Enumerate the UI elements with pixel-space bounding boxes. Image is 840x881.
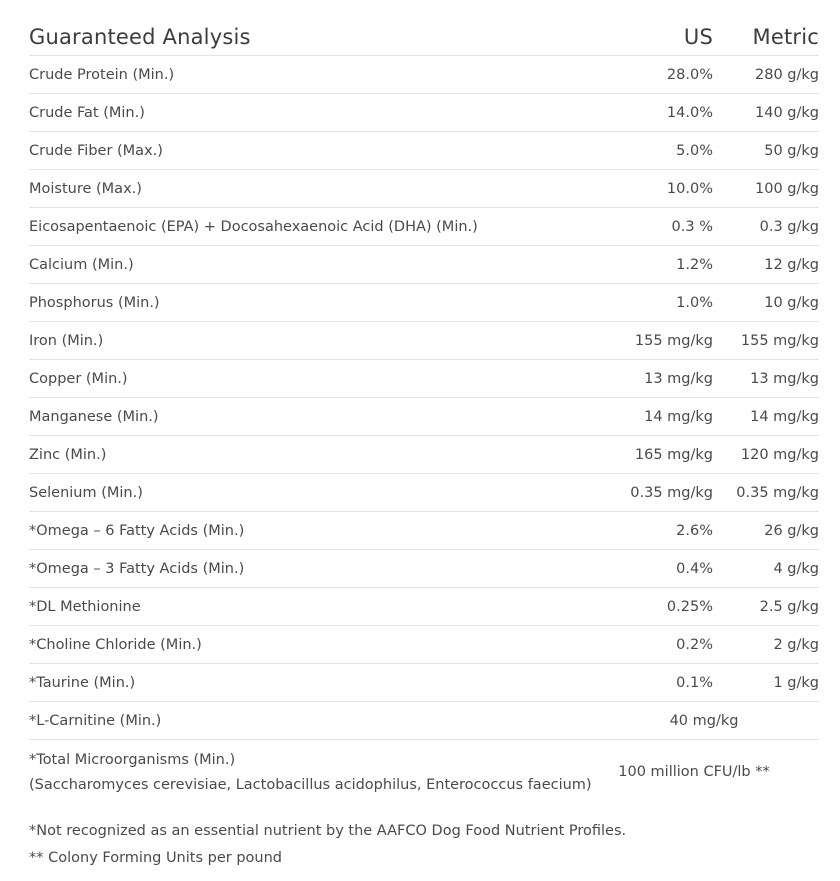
nutrient-name: Eicosapentaenoic (EPA) + Docosahexaenoic Acid (DHA) (Min.) xyxy=(29,208,589,246)
guaranteed-analysis-table xyxy=(29,18,819,804)
metric-value: 2 g/kg xyxy=(713,626,819,664)
nutrient-name: Zinc (Min.) xyxy=(29,436,589,474)
nutrient-value: 40 mg/kg xyxy=(589,702,819,740)
us-value: 13 mg/kg xyxy=(589,360,713,398)
us-value: 14 mg/kg xyxy=(589,398,713,436)
table-row xyxy=(29,56,819,94)
metric-value: 140 g/kg xyxy=(713,94,819,132)
table-row xyxy=(29,588,819,626)
metric-value: 120 mg/kg xyxy=(713,436,819,474)
table-row xyxy=(29,246,819,284)
table-body xyxy=(29,56,819,805)
metric-value: 13 mg/kg xyxy=(713,360,819,398)
metric-value: 26 g/kg xyxy=(713,512,819,550)
nutrient-name: Moisture (Max.) xyxy=(29,170,589,208)
nutrient-name: Selenium (Min.) xyxy=(29,474,589,512)
us-value: 165 mg/kg xyxy=(589,436,713,474)
table-row xyxy=(29,94,819,132)
table-row xyxy=(29,170,819,208)
table-row xyxy=(29,284,819,322)
table-row xyxy=(29,322,819,360)
nutrient-name: Crude Protein (Min.) xyxy=(29,56,589,94)
metric-value: 0.3 g/kg xyxy=(713,208,819,246)
nutrient-name: *Omega – 6 Fatty Acids (Min.) xyxy=(29,512,589,550)
us-value: 1.2% xyxy=(589,246,713,284)
table-row xyxy=(29,626,819,664)
us-value: 1.0% xyxy=(589,284,713,322)
us-value: 2.6% xyxy=(589,512,713,550)
table-row xyxy=(29,664,819,702)
nutrient-name: Phosphorus (Min.) xyxy=(29,284,589,322)
us-value: 14.0% xyxy=(589,94,713,132)
nutrient-name-main: *Total Microorganisms (Min.) xyxy=(29,751,236,768)
table-row xyxy=(29,360,819,398)
nutrient-name: *Taurine (Min.) xyxy=(29,664,589,702)
us-value: 0.3 % xyxy=(589,208,713,246)
us-value: 0.35 mg/kg xyxy=(589,474,713,512)
column-header-us: US xyxy=(589,18,713,56)
table-row xyxy=(29,436,819,474)
metric-value: 280 g/kg xyxy=(713,56,819,94)
nutrient-name: Manganese (Min.) xyxy=(29,398,589,436)
metric-value: 10 g/kg xyxy=(713,284,819,322)
table-row xyxy=(29,740,819,805)
nutrient-name: Calcium (Min.) xyxy=(29,246,589,284)
us-value: 0.2% xyxy=(589,626,713,664)
nutrient-name: *DL Methionine xyxy=(29,588,589,626)
nutrient-name: *Omega – 3 Fatty Acids (Min.) xyxy=(29,550,589,588)
footnote-cfu: ** Colony Forming Units per pound xyxy=(29,850,282,866)
footnotes xyxy=(29,818,626,872)
metric-value: 12 g/kg xyxy=(713,246,819,284)
us-value: 0.4% xyxy=(589,550,713,588)
nutrient-name-detail: (Saccharomyces cerevisiae, Lactobacillus acidophilus, Enterococcus faecium) xyxy=(29,776,592,793)
nutrient-name: *Choline Chloride (Min.) xyxy=(29,626,589,664)
us-value: 28.0% xyxy=(589,56,713,94)
nutrient-name: Iron (Min.) xyxy=(29,322,589,360)
table-row xyxy=(29,474,819,512)
table-row xyxy=(29,398,819,436)
metric-value: 1 g/kg xyxy=(713,664,819,702)
metric-value: 0.35 mg/kg xyxy=(713,474,819,512)
metric-value: 155 mg/kg xyxy=(713,322,819,360)
nutrient-name: Crude Fat (Min.) xyxy=(29,94,589,132)
table-row xyxy=(29,132,819,170)
table-row xyxy=(29,550,819,588)
metric-value: 50 g/kg xyxy=(713,132,819,170)
table-title: Guaranteed Analysis xyxy=(29,18,589,56)
us-value: 10.0% xyxy=(589,170,713,208)
us-value: 0.1% xyxy=(589,664,713,702)
table-row xyxy=(29,702,819,740)
table-header-row xyxy=(29,18,819,56)
footnote-aafco: *Not recognized as an essential nutrient by the AAFCO Dog Food Nutrient Profiles. xyxy=(29,823,627,839)
nutrient-name xyxy=(29,740,592,805)
metric-value: 2.5 g/kg xyxy=(713,588,819,626)
metric-value: 100 g/kg xyxy=(713,170,819,208)
metric-value: 14 mg/kg xyxy=(713,398,819,436)
column-header-metric: Metric xyxy=(713,18,819,56)
us-value: 0.25% xyxy=(589,588,713,626)
nutrient-name: *L-Carnitine (Min.) xyxy=(29,702,589,740)
table-row xyxy=(29,512,819,550)
nutrient-name: Crude Fiber (Max.) xyxy=(29,132,589,170)
us-value: 155 mg/kg xyxy=(589,322,713,360)
nutrient-value: 100 million CFU/lb ** xyxy=(618,764,770,780)
nutrient-name: Copper (Min.) xyxy=(29,360,589,398)
table-row xyxy=(29,208,819,246)
metric-value: 4 g/kg xyxy=(713,550,819,588)
us-value: 5.0% xyxy=(589,132,713,170)
